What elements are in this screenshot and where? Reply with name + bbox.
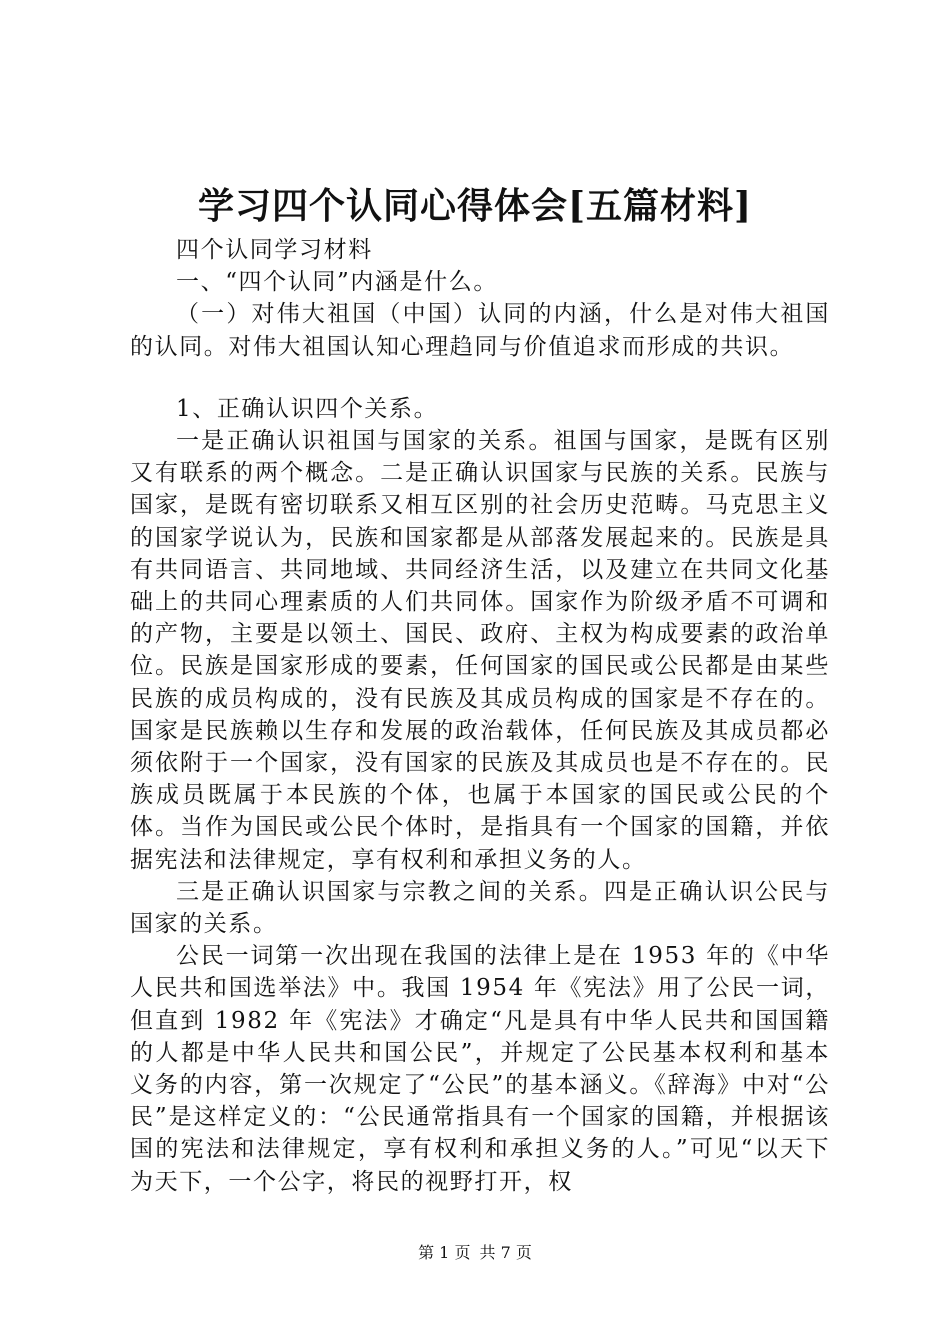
paragraph: 一是正确认识祖国与国家的关系。祖国与国家，是既有区别又有联系的两个概念。二是正确认识国家与民族的关系。民族与国家，是既有密切联系又相互区别的社会历史范畴。马克思主义的国家学说认为，民族和国家都是从部落发展起来的。民族是具有共同语言、共同地域、共同经济生活，以及建立在共同文化基础上的共同心理素质的人们共同体。国家作为阶级矛盾不可调和的产物，主要是以领土、国民、政府、主权为构成要素的政治单位。民族是国家形成的要素，任何国家的国民或公民都是由某些民族的成员构成的，没有民族及其成员构成的国家是不存在的。国家是民族赖以生存和发展的政治载体，任何民族及其成员都必须依附于一个国家，没有国家的民族及其成员也是不存在的。民族成员既属于本民族的个体，也属于本国家的国民或公民的个体。当作为国民或公民个体时，是指具有一个国家的国籍，并依据宪法和法律规定，享有权利和承担义务的人。 [130,428,830,873]
page-number: 第 1 页 [418,1243,471,1262]
paragraph: 一、“四个认同”内涵是什么。 [176,269,498,296]
document-body [130,234,830,1198]
paragraph: 三是正确认识国家与宗教之间的关系。四是正确认识公民与国家的关系。 [130,878,830,938]
page-footer [0,1242,950,1264]
paragraph: （一）对伟大祖国（中国）认同的内涵，什么是对伟大祖国的认同。对伟大祖国认知心理趋同与价值追求而形成的共识。 [130,301,830,360]
paragraph: 1、正确认识四个关系。 [176,395,439,422]
document-title: 学习四个认同心得体会[五篇材料] [197,185,753,227]
paragraph: 四个认同学习材料 [176,237,373,263]
paragraph: 公民一词第一次出现在我国的法律上是在 1953 年的《中华人民共和国选举法》中。我国 1954 年《宪法》用了公民一词，但直到 1982 年《宪法》才确定“凡是具有中华人民共和国国籍的人都是中华人民共和国公民”，并规定了公民基本权利和基本义务的内容，第一次规定了“公民”的基本涵义。《辞海》中对“公民”是这样定义的：“公民通常指具有一个国家的国籍，并根据该国的宪法和法律规定，享有权利和承担义务的人。”可见“以天下为天下，一个公字，将民的视野打开，权 [130,943,830,1195]
page-total: 共 7 页 [479,1243,532,1262]
